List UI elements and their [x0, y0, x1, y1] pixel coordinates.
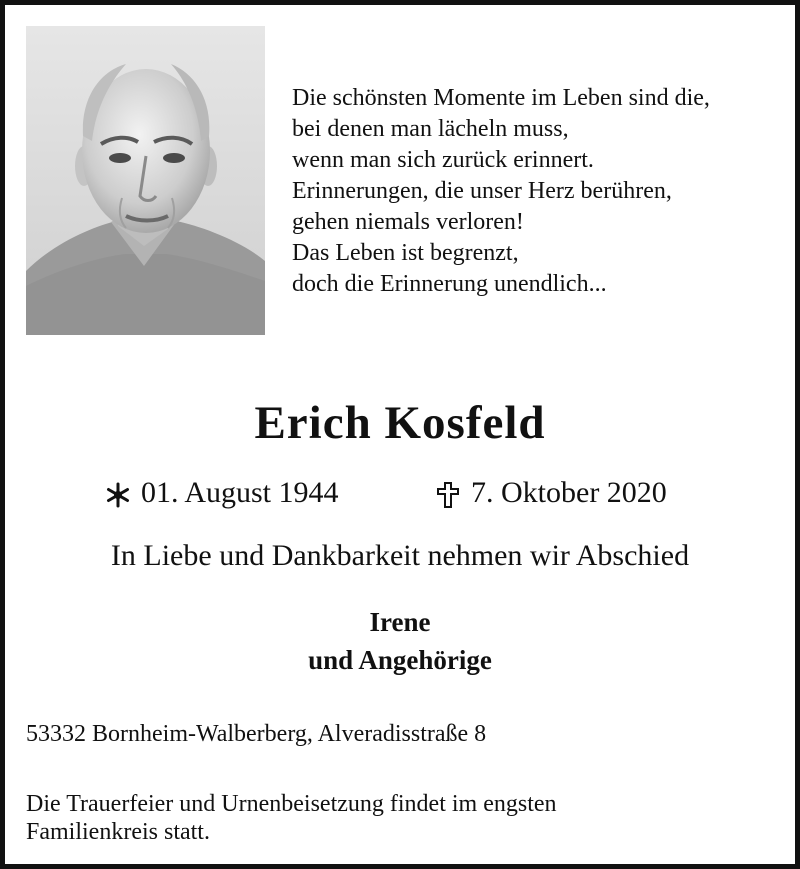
deceased-name: Erich Kosfeld	[254, 397, 546, 449]
poem-line: Das Leben ist begrenzt,	[292, 240, 519, 266]
mourner-secondary: und Angehörige	[308, 645, 492, 675]
death-date: 7. Oktober 2020	[471, 476, 667, 509]
mourner-primary: Irene	[369, 607, 431, 637]
mourners	[5, 603, 795, 679]
poem-line: Die schönsten Momente im Leben sind die,	[292, 85, 710, 111]
poem-line: bei denen man lächeln muss,	[292, 116, 569, 142]
ceremony-line: Die Trauerfeier und Urnenbeisetzung findet im engsten	[26, 791, 557, 817]
poem-line: wenn man sich zurück erinnert.	[292, 147, 594, 173]
cross-icon	[435, 480, 461, 506]
ceremony-note	[26, 790, 686, 846]
ceremony-line: Familienkreis statt.	[26, 819, 210, 845]
poem-verse	[292, 83, 800, 300]
star-icon	[105, 480, 131, 506]
poem-line: doch die Erinnerung unendlich...	[292, 271, 607, 297]
birth-date: 01. August 1944	[141, 476, 339, 509]
farewell-text: In Liebe und Dankbarkeit nehmen wir Abschied	[110, 539, 690, 572]
family-address: 53332 Bornheim-Walberberg, Alveradisstraße 8	[26, 721, 487, 747]
death-date-group	[435, 474, 667, 512]
portrait-photo	[26, 26, 265, 335]
birth-date-group	[105, 474, 339, 512]
poem-line: Erinnerungen, die unser Herz berühren,	[292, 178, 672, 204]
poem-line: gehen niemals verloren!	[292, 209, 524, 235]
